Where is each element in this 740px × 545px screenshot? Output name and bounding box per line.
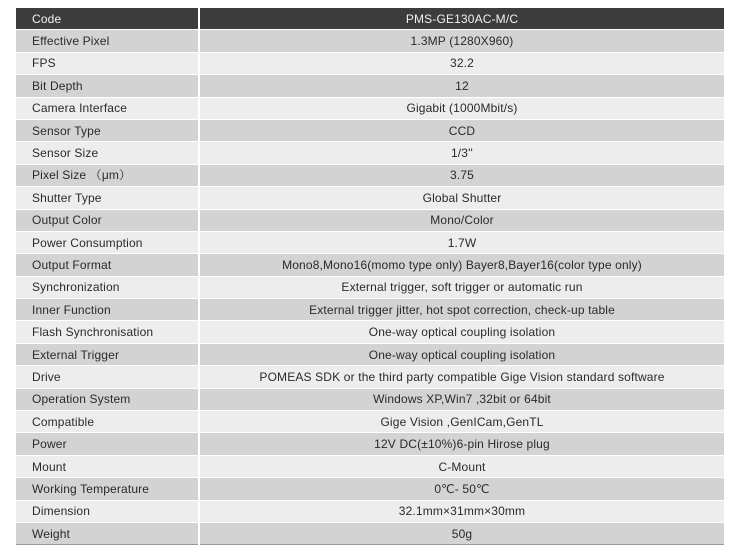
spec-label-cell: Mount bbox=[16, 455, 199, 477]
spec-value-cell: 1.3MP (1280X960) bbox=[199, 30, 724, 52]
spec-value-cell: 3.75 bbox=[199, 164, 724, 186]
spec-value-cell: CCD bbox=[199, 119, 724, 141]
table-row bbox=[16, 321, 724, 343]
table-row bbox=[16, 142, 724, 164]
table-row bbox=[16, 254, 724, 276]
spec-value-cell: 32.2 bbox=[199, 52, 724, 74]
table-row bbox=[16, 164, 724, 186]
spec-label-cell: Effective Pixel bbox=[16, 30, 199, 52]
spec-label-cell: Output Format bbox=[16, 254, 199, 276]
spec-label-cell: Sensor Type bbox=[16, 119, 199, 141]
spec-label-cell: Shutter Type bbox=[16, 187, 199, 209]
table-row bbox=[16, 433, 724, 455]
spec-value-cell: Gigabit (1000Mbit/s) bbox=[199, 97, 724, 119]
spec-label-cell: Synchronization bbox=[16, 276, 199, 298]
table-row bbox=[16, 75, 724, 97]
header-label-cell: Code bbox=[16, 8, 199, 30]
spec-table-body bbox=[16, 8, 724, 545]
table-row bbox=[16, 455, 724, 477]
spec-value-cell: Gige Vision ,GenICam,GenTL bbox=[199, 411, 724, 433]
table-row bbox=[16, 231, 724, 253]
table-row bbox=[16, 30, 724, 52]
spec-value-cell: C-Mount bbox=[199, 455, 724, 477]
spec-value-cell: External trigger, soft trigger or automatic run bbox=[199, 276, 724, 298]
table-row bbox=[16, 276, 724, 298]
table-row bbox=[16, 209, 724, 231]
table-row bbox=[16, 366, 724, 388]
spec-value-cell: Mono/Color bbox=[199, 209, 724, 231]
spec-label-cell: Camera Interface bbox=[16, 97, 199, 119]
spec-label-cell: Weight bbox=[16, 522, 199, 544]
spec-value-cell: One-way optical coupling isolation bbox=[199, 343, 724, 365]
spec-value-cell: 50g bbox=[199, 522, 724, 544]
spec-value-cell: 32.1mm×31mm×30mm bbox=[199, 500, 724, 522]
table-row bbox=[16, 343, 724, 365]
table-row bbox=[16, 187, 724, 209]
spec-label-cell: FPS bbox=[16, 52, 199, 74]
spec-table bbox=[16, 8, 724, 545]
table-row bbox=[16, 478, 724, 500]
spec-value-cell: One-way optical coupling isolation bbox=[199, 321, 724, 343]
spec-label-cell: Drive bbox=[16, 366, 199, 388]
table-row bbox=[16, 119, 724, 141]
header-model-code-cell: PMS-GE130AC-M/C bbox=[199, 8, 724, 30]
spec-label-cell: Operation System bbox=[16, 388, 199, 410]
spec-label-cell: External Trigger bbox=[16, 343, 199, 365]
spec-value-cell: 1/3'' bbox=[199, 142, 724, 164]
spec-label-cell: Pixel Size （μm） bbox=[16, 164, 199, 186]
spec-label-cell: Working Temperature bbox=[16, 478, 199, 500]
spec-value-cell: 1.7W bbox=[199, 231, 724, 253]
spec-label-cell: Output Color bbox=[16, 209, 199, 231]
spec-label-cell: Power Consumption bbox=[16, 231, 199, 253]
spec-label-cell: Dimension bbox=[16, 500, 199, 522]
spec-label-cell: Bit Depth bbox=[16, 75, 199, 97]
spec-value-cell: Global Shutter bbox=[199, 187, 724, 209]
spec-label-cell: Sensor Size bbox=[16, 142, 199, 164]
spec-value-cell: 0℃- 50℃ bbox=[199, 478, 724, 500]
spec-label-cell: Power bbox=[16, 433, 199, 455]
spec-label-cell: Flash Synchronisation bbox=[16, 321, 199, 343]
spec-label-cell: Inner Function bbox=[16, 299, 199, 321]
table-row bbox=[16, 52, 724, 74]
spec-value-cell: Windows XP,Win7 ,32bit or 64bit bbox=[199, 388, 724, 410]
table-header-row bbox=[16, 8, 724, 30]
table-row bbox=[16, 299, 724, 321]
table-row bbox=[16, 500, 724, 522]
spec-label-cell: Compatible bbox=[16, 411, 199, 433]
spec-value-cell: 12V DC(±10%)6-pin Hirose plug bbox=[199, 433, 724, 455]
spec-value-cell: 12 bbox=[199, 75, 724, 97]
table-row bbox=[16, 388, 724, 410]
spec-value-cell: External trigger jitter, hot spot correction, check-up table bbox=[199, 299, 724, 321]
table-row bbox=[16, 97, 724, 119]
spec-value-cell: Mono8,Mono16(momo type only) Bayer8,Bayer16(color type only) bbox=[199, 254, 724, 276]
table-row bbox=[16, 411, 724, 433]
spec-value-cell: POMEAS SDK or the third party compatible Gige Vision standard software bbox=[199, 366, 724, 388]
